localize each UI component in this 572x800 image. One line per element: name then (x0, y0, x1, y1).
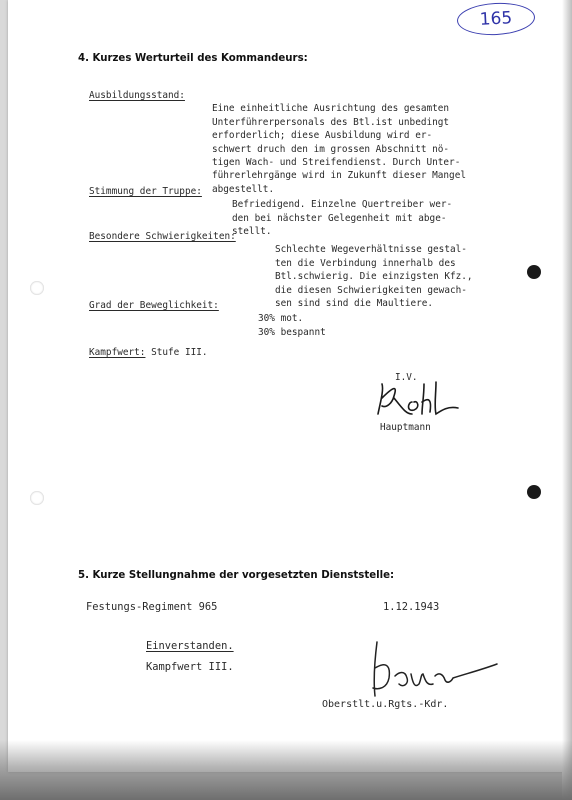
signature-braun (355, 634, 505, 704)
text-line: stellt. (232, 226, 272, 238)
text-line: den bei nächster Gelegenheit mit abge- (232, 212, 447, 224)
rank-text: Hauptmann (380, 422, 431, 433)
text-line: erforderlich; diese Ausbildung wird er- (212, 130, 433, 142)
beweglichkeit-label: Grad der Beweglichkeit: (89, 300, 219, 311)
title-text: Oberstlt.u.Rgts.-Kdr. (322, 699, 449, 710)
punch-hole-right-upper (527, 265, 541, 279)
text-line: Schlechte Wegeverhältnisse gestal- (275, 244, 467, 256)
punch-hole-right-lower (527, 485, 541, 499)
scan-shadow (0, 740, 572, 800)
page-edge (562, 0, 572, 800)
text-line: tigen Wach- und Streifendienst. Durch Unter- (212, 157, 461, 169)
date-text: 1.12.1943 (383, 601, 440, 613)
text-line: sen sind sind die Maultiere. (275, 298, 434, 310)
text-line: abgestellt. (212, 183, 275, 195)
text-line: schwert druch den im grossen Abschnitt nö- (212, 143, 450, 155)
unit-text: Festungs-Regiment 965 (86, 601, 218, 613)
text-line: Eine einheitliche Ausrichtung des gesamten (212, 103, 450, 115)
punch-hole-left-upper (30, 281, 44, 295)
kampfwert-iii-text: Kampfwert III. (146, 661, 234, 673)
ausbildung-label: Ausbildungsstand: (89, 90, 185, 101)
punch-hole-left-lower (30, 491, 44, 505)
text-line: 30% mot. (258, 313, 304, 325)
kampfwert-label: Kampfwert: (89, 347, 146, 358)
kampfwert-line (89, 346, 208, 359)
text-line: ten die Verbindung innerhalb des (275, 257, 456, 269)
text-line: Befriedigend. Einzelne Quertreiber wer- (232, 199, 453, 211)
text-line: Btl.schwierig. Die einzigsten Kfz., (275, 271, 473, 283)
folio-number: 165 (479, 8, 513, 30)
section4-heading: 4. Kurzes Werturteil des Kommandeurs: (78, 53, 308, 64)
text-line: führerlehrgänge wird in Zukunft dieser Mangel (212, 170, 466, 182)
einverstanden-text: Einverstanden. (146, 640, 234, 652)
section5-heading: 5. Kurze Stellungnahme der vorgesetzten Dienststelle: (78, 570, 395, 581)
schwierigkeiten-label: Besondere Schwierigkeiten: (89, 231, 236, 242)
text-line: 30% bespannt (258, 326, 326, 338)
text-line: die diesen Schwierigkeiten gewach- (275, 284, 467, 296)
signature-kohl (372, 378, 468, 418)
beweglichkeit-text (258, 299, 326, 353)
iv-text: I.V. (395, 372, 418, 383)
text-line: Unterführerpersonals des Btl.ist unbedingt (212, 116, 450, 128)
stimmung-label: Stimmung der Truppe: (89, 186, 202, 197)
kampfwert-value: Stufe III. (151, 347, 208, 358)
